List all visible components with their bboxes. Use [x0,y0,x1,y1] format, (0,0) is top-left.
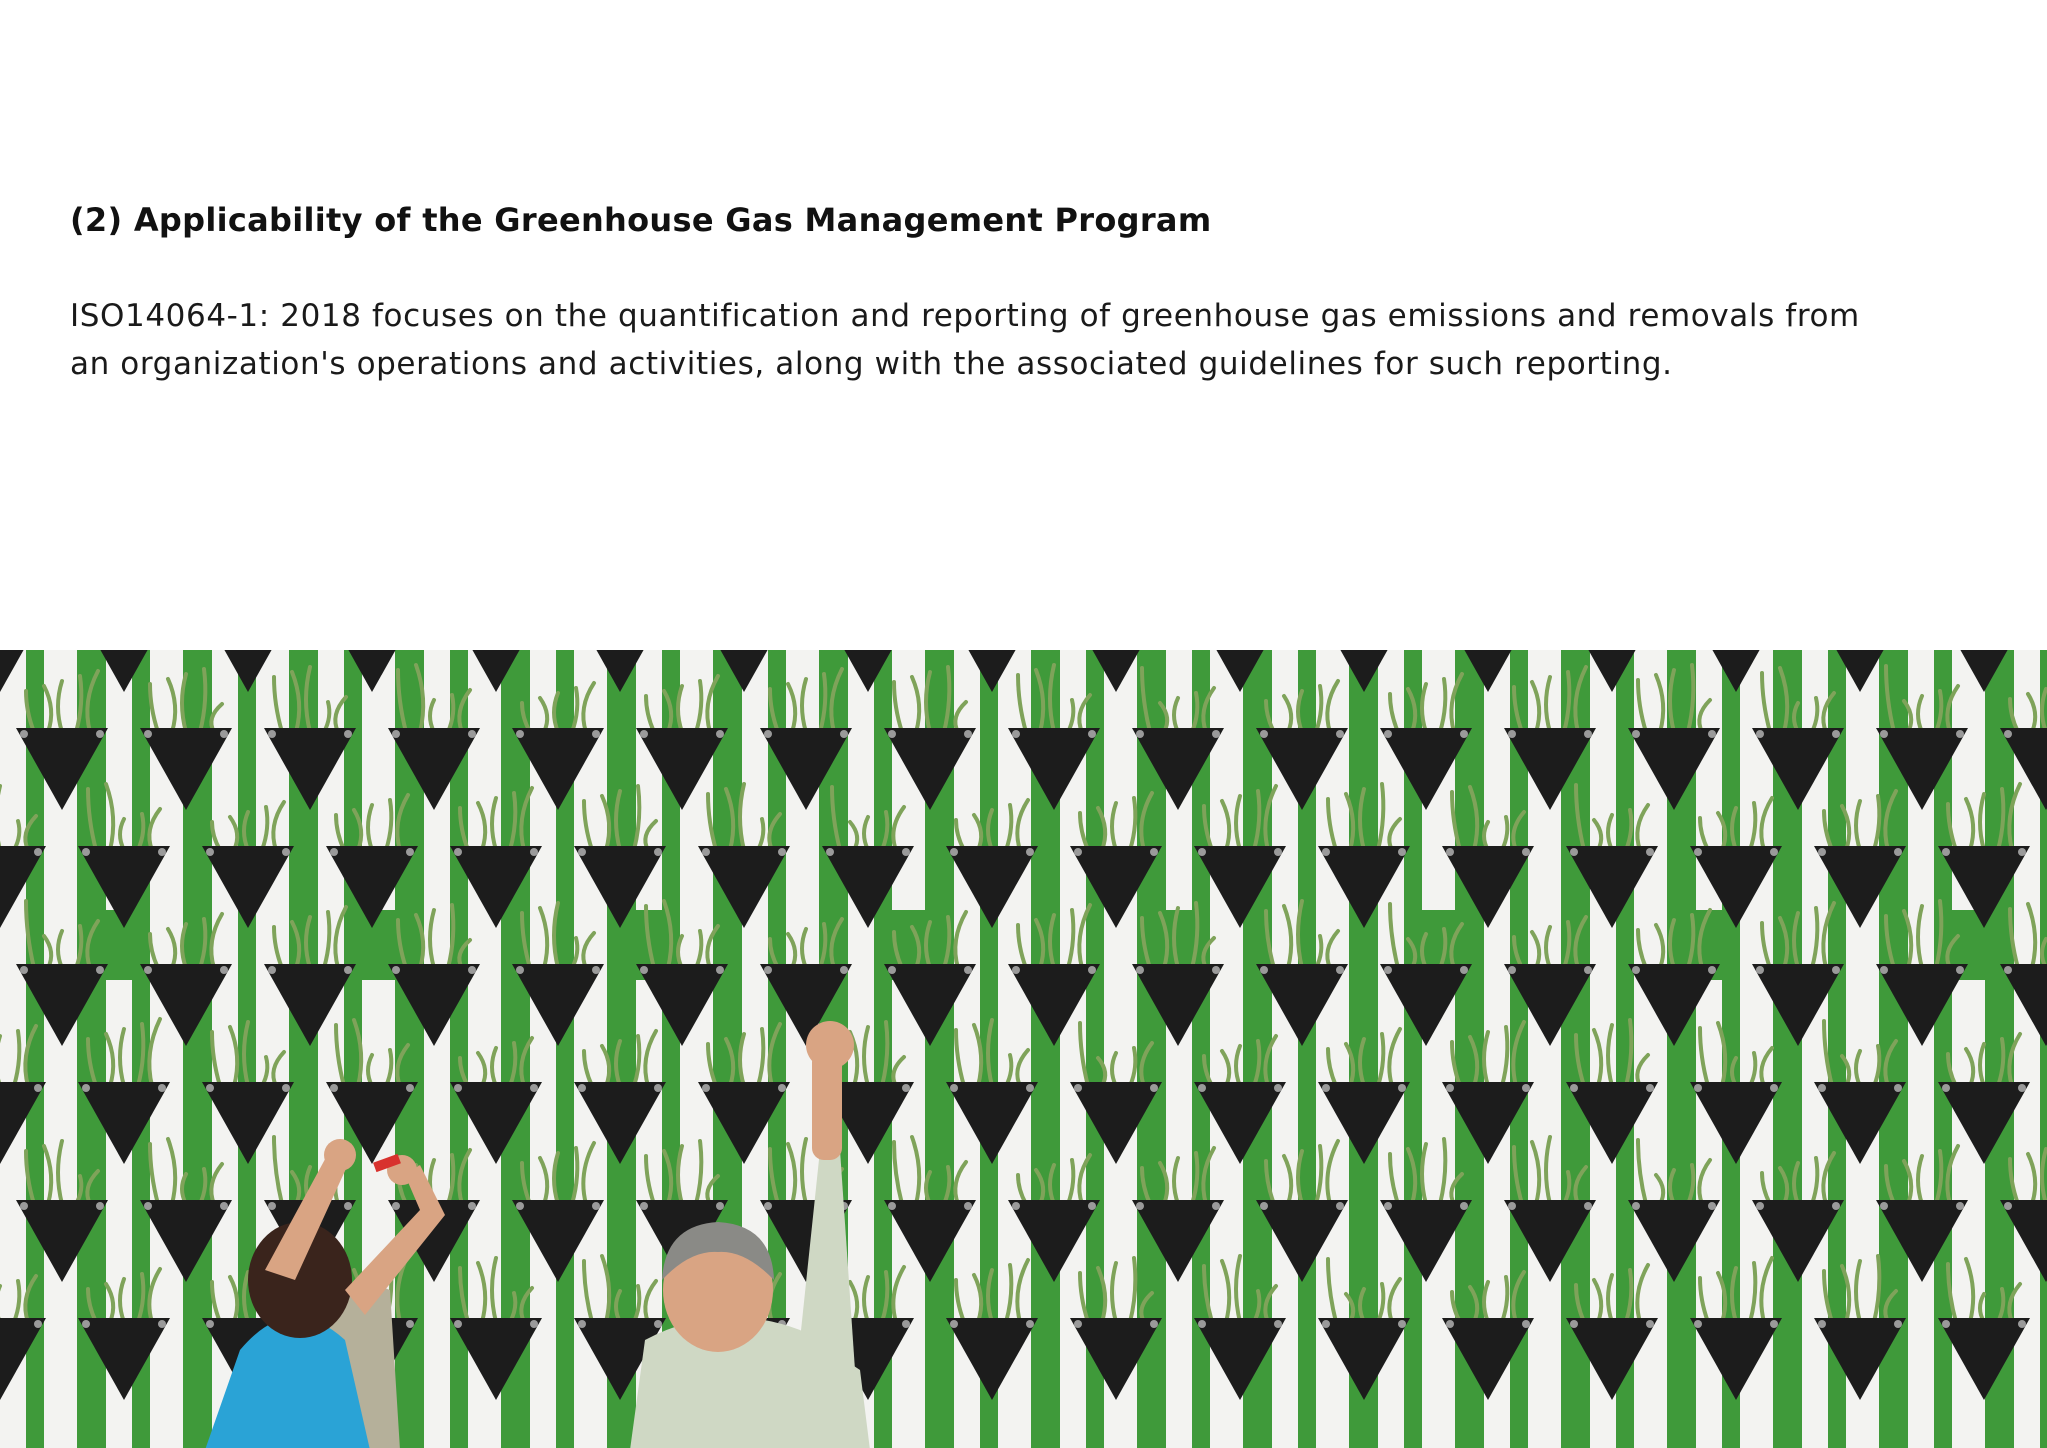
section-paragraph: ISO14064-1: 2018 focuses on the quantification and reporting of greenhouse gas emissions and removals from an organization's operations and activities, along with the associated guidelines for such reporting. [70,298,1860,382]
section-heading: (2) Applicability of the Greenhouse Gas Management Program [70,201,1212,239]
green-wall-illustration [0,650,2047,1448]
green-wall-photo [0,650,2047,1448]
